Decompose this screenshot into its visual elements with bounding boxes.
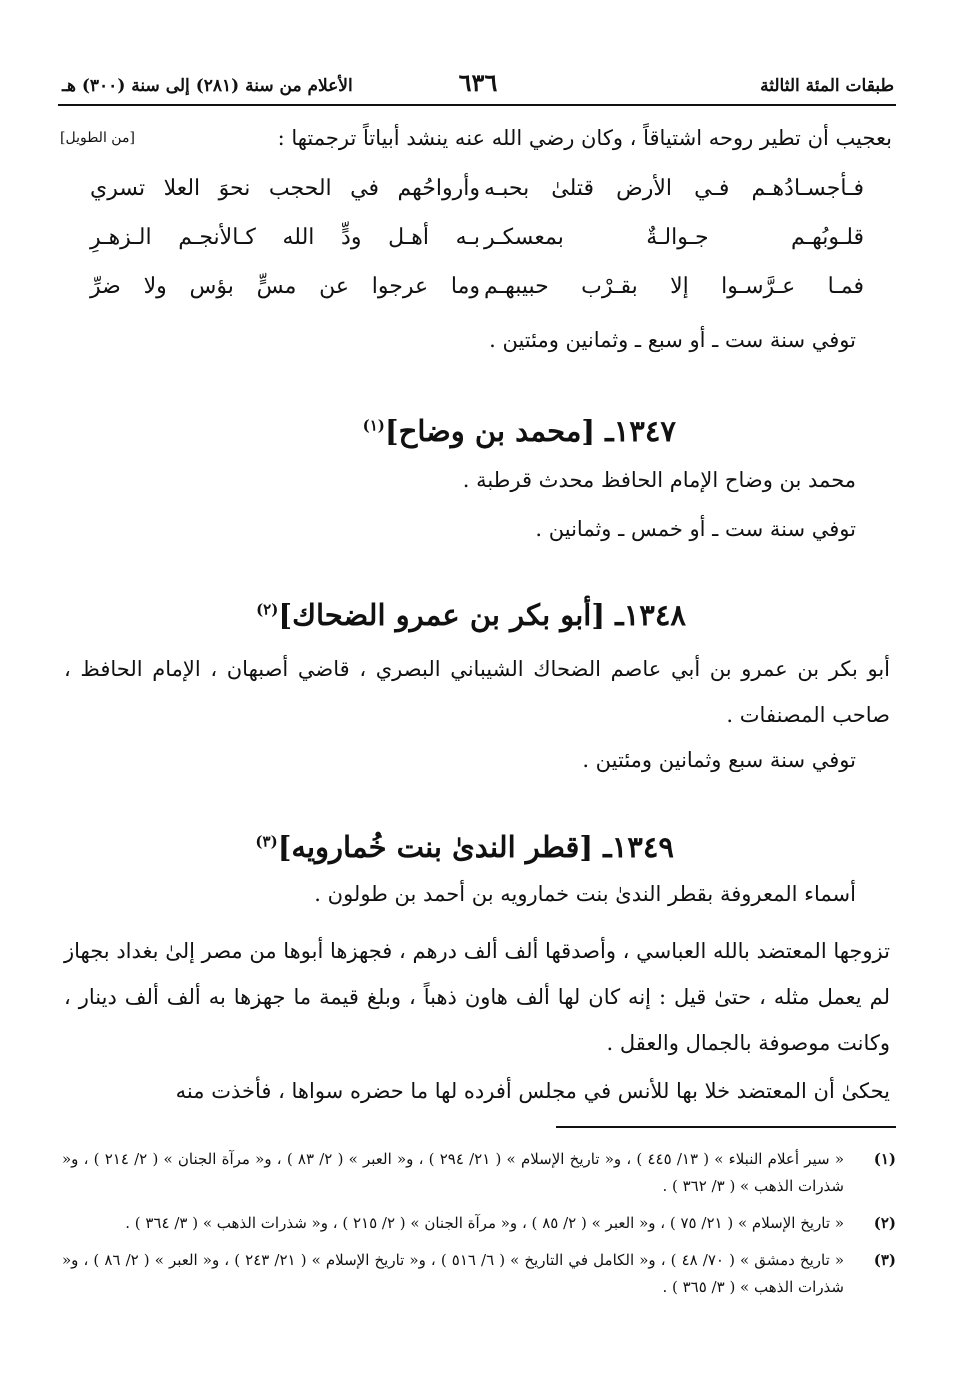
- entry-paragraph: تزوجها المعتضد بالله العباسي ، وأصدقها ألف ألف درهم ، فجهزها أبوها من مصر إلىٰ بغداد بجهاز لم يعمل مثله ، حتىٰ قيل : إنه كان لها ألف هاون ذهباً ، وبلغ قيمة ما جهزها به ألف ألف دينار ، وكانت موصوفة بالجمال والعقل .: [64, 939, 890, 1055]
- entry-title: [255, 830, 674, 864]
- entry-title-text: ١٣٤٧ـ [محمد بن وضاح]: [384, 414, 676, 448]
- entry-body: محمد بن وضاح الإمام الحافظ محدث قرطبة .: [462, 468, 856, 492]
- footnote-ref: (٢): [256, 600, 279, 619]
- footnote-number: (٢): [873, 1214, 896, 1232]
- footnotes: [62, 1146, 896, 1311]
- verse-first-hemistich: قلـوبُهـم جـوالـةٌ بمعسكـر: [484, 225, 864, 250]
- intro-line: [60, 126, 892, 150]
- footnote-ref: (١): [362, 416, 385, 435]
- verse-first-hemistich: فـأجسـادُهـم فـي الأرض قتلىٰ بحبـه: [484, 176, 864, 201]
- entry-paragraph: يحكىٰ أن المعتضد خلا بها للأنس في مجلس أفرده لها ما حضره سواها ، فأخذت منه: [175, 1079, 890, 1103]
- death-note: توفي سنة ست ـ أو سبع ـ وثمانين ومئتين .: [489, 328, 856, 352]
- header-year-range: الأعلام من سنة (٢٨١) إلى سنة (٣٠٠) هـ: [62, 76, 353, 96]
- footnote-number: (٣): [873, 1251, 896, 1269]
- entry-body: أسماء المعروفة بقطر الندىٰ بنت خمارويه بن أحمد بن طولون .: [314, 882, 856, 906]
- header-divider: [58, 104, 896, 106]
- entry-body: أبو بكر بن عمرو بن أبي عاصم الضحاك الشيباني البصري ، قاضي أصبهان ، الإمام الحافظ ، صاحب المصنفات .: [64, 657, 890, 727]
- intro-text: بعجيب أن تطير روحه اشتياقاً ، وكان رضي الله عنه ينشد أبياتاً ترجمتها :: [277, 126, 892, 150]
- footnote: [62, 1247, 896, 1301]
- verse-second-hemistich: بـه أهـل ودٍّ الله كـالأنجـم الـزهـرِ: [90, 225, 480, 250]
- poem: [60, 176, 886, 323]
- verse-second-hemistich: وأرواحُهم في الحجب نحوَ العلا تسري: [90, 176, 480, 201]
- footnote: [62, 1210, 896, 1237]
- verse-second-hemistich: وما عرجوا عن مسٍّ بؤس ولا ضرِّ: [90, 274, 480, 299]
- poem-verse: [60, 274, 886, 323]
- header-section-title: طبقات المئة الثالثة: [760, 76, 894, 96]
- entry-title: [256, 598, 686, 632]
- footnote-text: « سير أعلام النبلاء » ( ١٣/ ٤٤٥ ) ، و« تاريخ الإسلام » ( ٢١/ ٢٩٤ ) ، و« العبر » ( ٢/ ٨٣ ) ، و« مرآة الجنان » ( ٢/ ٢١٤ ) ، و« شذرات الذهب » ( ٣/ ٣٦٢ ) .: [62, 1150, 844, 1195]
- footnote-divider: [556, 1126, 896, 1128]
- poem-verse: [60, 225, 886, 274]
- entry-title-text: ١٣٤٨ـ [أبو بكر بن عمرو الضحاك]: [278, 598, 686, 632]
- entry-title: [363, 414, 676, 448]
- running-header: [62, 62, 894, 102]
- death-note: توفي سنة سبع وثمانين ومئتين .: [582, 748, 856, 772]
- page-number: ٦٣٦: [458, 68, 498, 97]
- footnote-text: « تاريخ الإسلام » ( ٢١/ ٧٥ ) ، و« العبر » ( ٢/ ٨٥ ) ، و« مرآة الجنان » ( ٢/ ٢١٥ ) ، و« شذرات الذهب » ( ٣/ ٣٦٤ ) .: [125, 1214, 844, 1232]
- footnote-number: (١): [873, 1150, 896, 1168]
- entry-title-text: ١٣٤٩ـ [قطر الندىٰ بنت خُمارويه]: [277, 830, 674, 864]
- footnote-text: « تاريخ دمشق » ( ٧٠/ ٤٨ ) ، و« الكامل في التاريخ » ( ٦/ ٥١٦ ) ، و« تاريخ الإسلام » ( ٢١/ ٢٤٣ ) ، و« العبر » ( ٢/ ٨٦ ) ، و« شذرات الذهب » ( ٣/ ٣٦٥ ) .: [62, 1251, 845, 1296]
- footnote: [62, 1146, 896, 1200]
- verse-first-hemistich: فمـا عـرَّسـوا إلا بقـرْب حبيبهـم: [484, 274, 864, 299]
- poem-verse: [60, 176, 886, 225]
- poem-meter-label: [من الطويل]: [60, 130, 135, 146]
- death-note: توفي سنة ست ـ أو خمس ـ وثمانين .: [535, 517, 856, 541]
- footnote-ref: (٣): [255, 832, 278, 851]
